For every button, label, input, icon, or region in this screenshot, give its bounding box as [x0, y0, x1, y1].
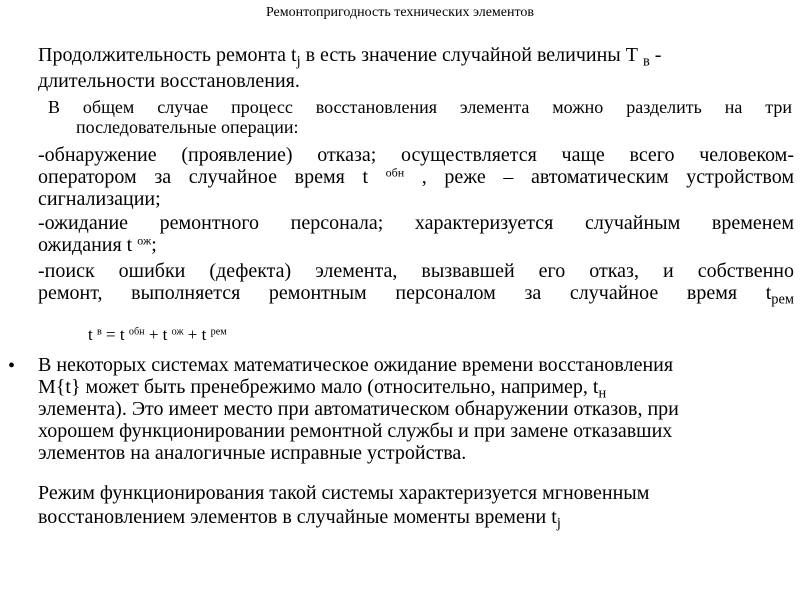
intro-line-1: Продолжительность ремонта $t_j$ в есть значение случайной величины Т $_в$ - — [38, 44, 662, 70]
bullet-line-4: хорошем функционировании ремонтной службы и при замене отказавших — [38, 420, 673, 442]
op3-line-1: -поиск ошибки (дефекта) элемента, вызвавшей его отказ, и собственно — [38, 260, 794, 282]
closing-line-2: восстановлением элементов в случайные моменты времени $t_j$ — [38, 506, 561, 532]
bullet-line-1: В некоторых системах математическое ожидание времени восстановления — [38, 354, 674, 376]
general-line-1: В общем случае процесс восстановления элемента можно разделить на три — [48, 97, 792, 117]
formula: t $^в$ = t $^{обн}$ + t $^{ож}$ + t $^{рем}$ — [88, 325, 227, 344]
bullet-marker: • — [8, 355, 16, 377]
op3-line-2: ремонт, выполняется ремонтным персоналом за случайное время $t_{рем}$ — [38, 282, 794, 308]
general-line-2: последовательные операции: — [76, 117, 299, 137]
bullet-line-5: элементов на аналогичные исправные устройства. — [38, 442, 467, 464]
bullet-line-3: элемента). Это имеет место при автоматическом обнаружении отказов, при — [38, 398, 679, 420]
op1-line-2: оператором за случайное время t $^{обн}$ , реже – автоматическим устройством — [38, 165, 794, 188]
op2-line-1: -ожидание ремонтного персонала; характеризуется случайным временем — [38, 212, 794, 234]
intro-line-2: длительности восстановления. — [38, 70, 300, 92]
op1-line-1: -обнаружение (проявление) отказа; осуществляется чаще всего человеком- — [38, 144, 794, 166]
op1-line-3: сигнализации; — [38, 188, 161, 210]
closing-line-1: Режим функционирования такой системы характеризуется мгновенным — [38, 482, 650, 504]
op2-line-2: ожидания t $^{ож}$; — [38, 233, 157, 256]
bullet-line-2: M{t} может быть пренебрежимо мало (относительно, например, $t_н$ — [38, 376, 607, 402]
slide-title: Ремонтопригодность технических элементов — [265, 5, 535, 20]
